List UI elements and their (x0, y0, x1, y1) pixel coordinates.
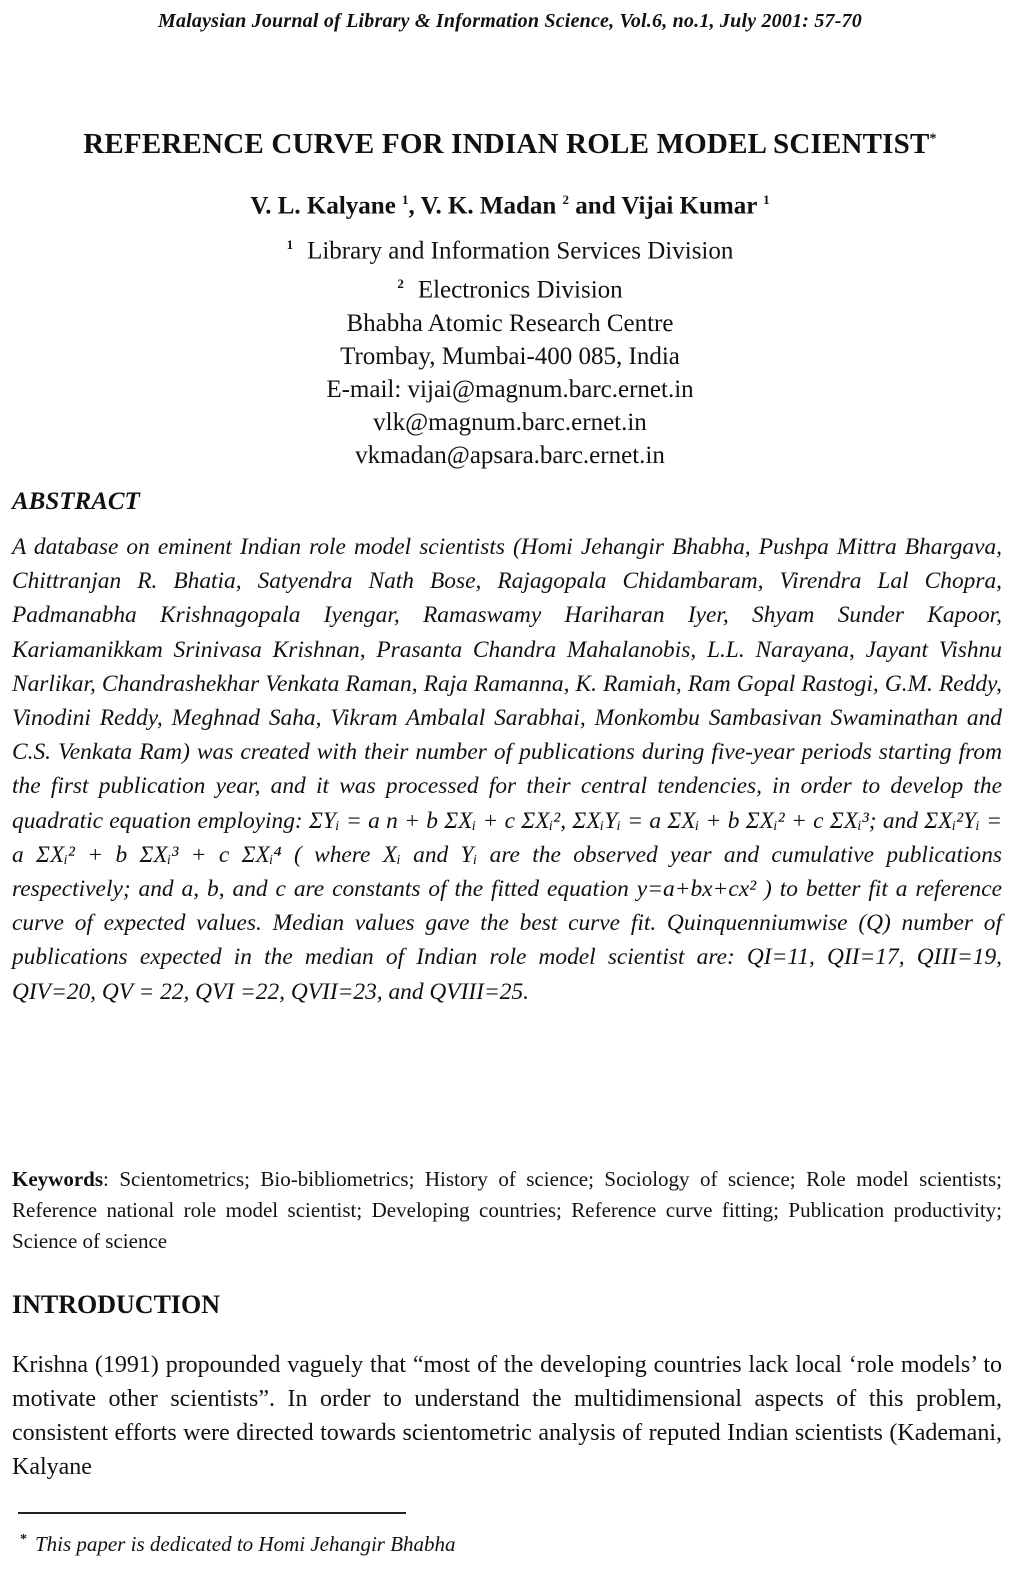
affiliation-line (0, 228, 1020, 267)
email-line (0, 373, 1020, 406)
author-name: V. K. Madan (420, 192, 557, 220)
footnote-mark: * (20, 1532, 27, 1547)
abstract-text: A database on eminent Indian role model scientists (Homi Jehangir Bhabha, Pushpa Mittra Bhargava, Chittranjan R. Bhatia, Satyendra Nath Bose, Rajagopala Chidambaram, Virendra Lal Chopra, Padmanabha Krishnagopala Iyengar, Ramaswamy Hariharan Iyer, Shyam Sunder Kapoor, Kariamanikkam Srinivasa Krishnan, Prasanta Chandra Mahalanobis, L.L. Narayana, Jayant Vishnu Narlikar, Chandrashekhar Venkata Raman, Raja Ramanna, K. Ramiah, Ram Gopal Rastogi, G.M. Reddy, Vinodini Reddy, Meghnad Saha, Vikram Ambalal Sarabhai, Monkombu Sambasivan Swaminathan and C.S. Venkata Ram) was created with their number of publications during five-year periods starting from the first publication year, and it was processed for their central tendencies, in order to develop the quadratic equation employing: ΣYᵢ = a n + b ΣXᵢ + c ΣXᵢ², ΣXᵢYᵢ = a ΣXᵢ + b ΣXᵢ² + c ΣXᵢ³; and ΣXᵢ²Yᵢ = a ΣXᵢ² + b ΣXᵢ³ + c ΣXᵢ⁴ ( where Xᵢ and Yᵢ are the observed year and cumulative publications respectively; and a, b, and c are constants of the fitted equation y=a+bx+cx² ) to better fit a reference curve of expected values. Median values gave the best curve fit. Quinquenniumwise (Q) number of publications expected in the median of Indian role model scientist are: QI=11, QII=17, QIII=19, QIV=20, QV = 22, QVI =22, QVII=23, and QVIII=25. (12, 534, 1002, 1005)
email-address: vijai@magnum.barc.ernet.in (407, 375, 694, 403)
author-affiliation-mark: 1 (402, 192, 409, 207)
footnote-divider (18, 1512, 406, 1514)
email-address: vlk@magnum.barc.ernet.in (373, 408, 647, 436)
footnote (20, 1532, 456, 1557)
author-name: V. L. Kalyane (250, 192, 396, 220)
section-heading-introduction: INTRODUCTION (12, 1290, 221, 1319)
email-label: E-mail: (326, 375, 402, 403)
email-address: vkmadan@apsara.barc.ernet.in (355, 441, 665, 469)
affiliation-line (0, 267, 1020, 306)
affiliation-address: Trombay, Mumbai-400 085, India (340, 342, 680, 370)
author-name: Vijai Kumar (621, 192, 757, 220)
title-text: REFERENCE CURVE FOR INDIAN ROLE MODEL SCIENTIST (83, 128, 930, 160)
affiliation-mark: 2 (397, 276, 404, 292)
title-footnote-mark: * (929, 131, 937, 147)
keywords-text: Scientometrics; Bio-bibliometrics; History of science; Sociology of science; Role model scientists; Reference national role model scientist; Developing countries; Reference curve fitting; Publication productivity; Science of science (12, 1167, 1002, 1253)
author-separator: , (408, 192, 415, 220)
author-affiliation-mark: 2 (562, 192, 570, 207)
author-affiliation-mark: 1 (763, 192, 770, 207)
abstract-heading: ABSTRACT (12, 488, 140, 515)
introduction-paragraph: Krishna (1991) propounded vaguely that “most of the developing countries lack local ‘role models’ to motivate other scientists”. In order to understand the multidimensional aspects of this problem, consistent efforts were directed towards scientometric analysis of reputed Indian scientists (Kademani, Kalyane (12, 1352, 1002, 1480)
affiliation-block (0, 228, 1020, 472)
author-conjunction: and (575, 192, 616, 220)
affiliation-institution: Bhabha Atomic Research Centre (346, 309, 674, 337)
keywords-block: Keywords: Scientometrics; Bio-bibliometrics; History of science; Sociology of science; Role model scientists; Reference national role model scientist; Developing countries; Reference curve fitting; Publication productivity; Science of science (12, 1167, 1002, 1253)
author-list (0, 192, 1020, 220)
keywords-label: Keywords (12, 1167, 103, 1191)
paper-title (0, 128, 1020, 161)
affiliation-division: Electronics Division (417, 276, 623, 304)
affiliation-division: Library and Information Services Division (307, 237, 734, 265)
running-head: Malaysian Journal of Library & Information Science, Vol.6, no.1, July 2001: 57-70 (157, 10, 863, 32)
affiliation-mark: 1 (286, 237, 294, 252)
footnote-text: This paper is dedicated to Homi Jehangir Bhabha (35, 1532, 456, 1556)
